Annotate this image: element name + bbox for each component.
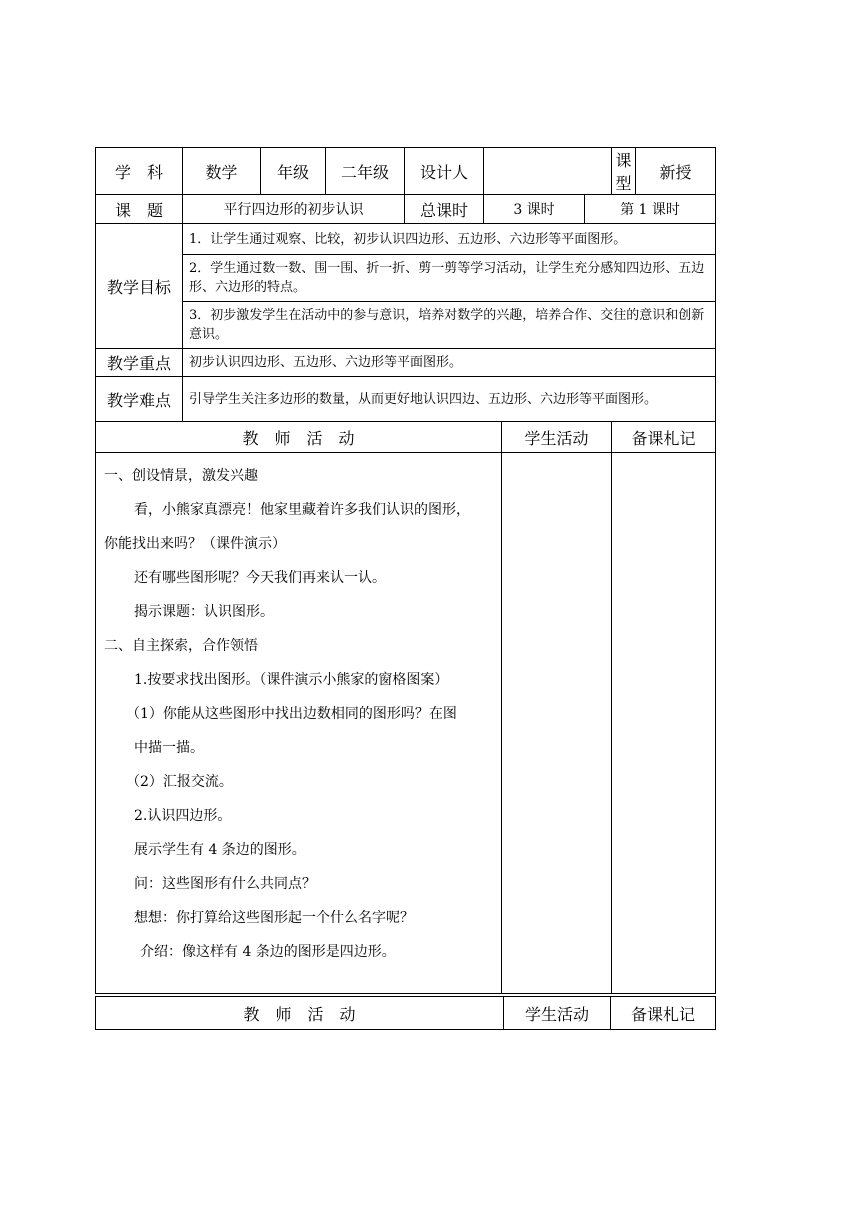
student-activity-header: 学生活动: [502, 422, 612, 453]
info-row-1: [96, 148, 716, 195]
activity-line: 中描一描。: [134, 740, 204, 756]
type-label: 课型: [612, 148, 636, 195]
activity-line: 2.认识四边形。: [134, 808, 232, 824]
info-row-2: [96, 195, 716, 224]
activity-heading-1: 一、创设情景，激发兴趣: [104, 468, 258, 484]
activity-header-row: [96, 422, 716, 453]
activity-line: 想想：你打算给这些图形起一个什么名字呢？: [134, 910, 414, 926]
grade-value: 二年级: [326, 148, 405, 195]
activity-line: 问：这些图形有什么共同点？: [134, 876, 316, 892]
goals-label: 教学目标: [96, 224, 183, 349]
continuation-table: [95, 996, 716, 1030]
activity-body-row: [96, 453, 716, 994]
goal-row-2: [96, 255, 716, 302]
activity-line: 揭示课题：认识图形。: [134, 604, 274, 620]
topic-value: 平行四边形的初步认识: [183, 195, 405, 224]
key-point-row: [96, 349, 716, 377]
activity-heading-2: 二、自主探索，合作领悟: [104, 638, 258, 654]
designer-label: 设计人: [405, 148, 484, 195]
total-hours-value: 3 课时: [484, 195, 585, 224]
teacher-activity-header: 教 师 活 动: [96, 422, 502, 453]
activity-line: （1）你能从这些图形中找出边数相同的图形吗？在图: [126, 706, 457, 722]
type-value-cell: 新授: [636, 148, 716, 195]
activity-line: 展示学生有 4 条边的图形。: [134, 842, 306, 858]
activity-line: （2）汇报交流。: [126, 774, 233, 790]
difficulty-value: 引导学生关注多边形的数量，从而更好地认识四边、五边形、六边形等平面图形。: [183, 377, 716, 422]
current-hour: 第 1 课时: [585, 195, 716, 224]
activity-line: 你能找出来吗？（课件演示）: [104, 536, 286, 552]
subject-label: 学 科: [96, 148, 183, 195]
activity-line: 1.按要求找出图形。（课件演示小熊家的窗格图案）: [134, 672, 449, 688]
teacher-activity-header-2: 教 师 活 动: [96, 997, 504, 1030]
key-point-label: 教学重点: [96, 349, 183, 377]
notes-body: [612, 453, 716, 994]
activity-line: 看，小熊家真漂亮！他家里藏着许多我们认识的图形，: [134, 502, 470, 518]
difficulty-label: 教学难点: [96, 377, 183, 422]
goal-item-3: 3．初步激发学生在活动中的参与意识，培养对数学的兴趣，培养合作、交往的意识和创新意识。: [183, 302, 716, 349]
teacher-activity-body: [96, 453, 502, 994]
difficulty-row: [96, 377, 716, 422]
total-hours-label: 总课时: [405, 195, 484, 224]
subject-value: 数学: [183, 148, 261, 195]
lesson-plan-table: [95, 147, 716, 994]
notes-header: 备课札记: [612, 422, 716, 453]
grade-label: 年级: [261, 148, 326, 195]
continuation-header-row: [96, 997, 716, 1030]
activity-line: 还有哪些图形呢？今天我们再来认一认。: [134, 570, 386, 586]
student-activity-body: [502, 453, 612, 994]
goal-row-3: [96, 302, 716, 349]
activity-line: 介绍：像这样有 4 条边的图形是四边形。: [140, 944, 396, 960]
key-point-value: 初步认识四边形、五边形、六边形等平面图形。: [183, 349, 716, 377]
topic-label: 课 题: [96, 195, 183, 224]
goal-row-1: [96, 224, 716, 255]
student-activity-header-2: 学生活动: [504, 997, 611, 1030]
notes-header-2: 备课札记: [611, 997, 716, 1030]
goal-item-1: 1．让学生通过观察、比较，初步认识四边形、五边形、六边形等平面图形。: [183, 224, 716, 255]
designer-value: [484, 148, 612, 195]
goal-item-2: 2．学生通过数一数、围一围、折一折、剪一剪等学习活动，让学生充分感知四边形、五边形、六边形的特点。: [183, 255, 716, 302]
